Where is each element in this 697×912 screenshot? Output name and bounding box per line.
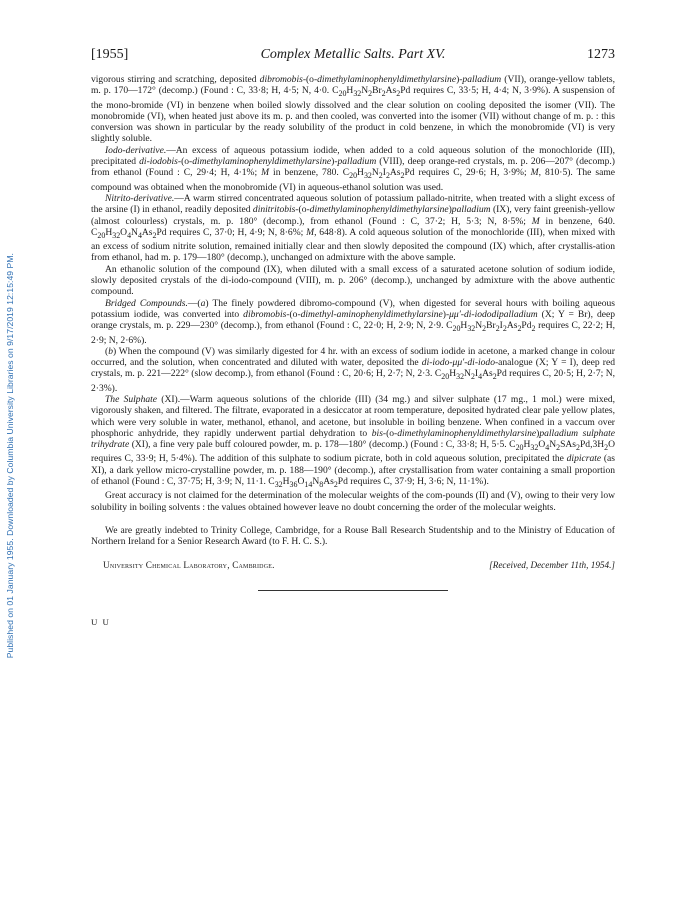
end-rule	[258, 590, 448, 591]
download-notice-text: Published on 01 January 1955. Downloaded by Columbia University Libraries on 9/17/2019 12:15:49 PM.	[5, 253, 15, 659]
paragraph: Great accuracy is not claimed for the determination of the molecular weights of the com-pounds (II) and (V), owing to their very low solubility in boiling solvents : the values obtained however leave no doubt concerning the order of the molecular weights.	[91, 490, 615, 513]
signature-mark: U U	[91, 616, 111, 627]
download-notice	[2, 0, 18, 912]
paragraph: An ethanolic solution of the compound (IX), when diluted with a small excess of a saturated acetone solution of sodium iodide, slowly deposited crystals of the di-iodo-compound (VIII), m. p. 206° (decomp.), unchanged by admixture with the above authentic compound.	[91, 263, 615, 298]
header-title: Complex Metallic Salts. Part XV.	[260, 47, 446, 62]
paragraph: vigorous stirring and scratching, deposited dibromobis-(o-dimethylaminophenyldimethylarsine)-palladium (VII), orange-yellow tablets, m. p. 170—172° (decomp.) (Found : C, 33·8; H, 4·5; N, 4·0. $C_{20}H_{32}N_2Br_2As_2Pd$ requires C, 33·5; H, 4·4; N, 3·9%). A suspension of the mono-bromide (VI) in benzene when boiled slowly dissolved and the clear solution on cooling deposited the isomer (VII). The monobromide (VI), when heated just above its m. p. and then cooled, was converted into the isomer (VII) without change of m. p. : this conversion was shown in particular by the ready solubility of the product in cold benzene, in which the monobromide (VI) is very slightly soluble.	[91, 74, 616, 145]
paragraph: Iodo-derivative.—An excess of aqueous potassium iodide, when added to a cold aqueous solution of the monochloride (III), precipitated di-iodobis-(o-dimethylaminophenyldimethylarsine)-palladium (VIII), deep orange-red crystals, m. p. 206—207° (decomp.) from ethanol (Found : C, 29·4; H, 4·1%; M in benzene, 780. $C_{20}H_{32}N_2I_2As_2Pd$ requires C, 29·6; H, 3·9%; M, 810·5). The same compound was obtained when the monobromide (VI) in aqueous-ethanol solution was used.	[91, 144, 615, 193]
paragraph: The Sulphate (XI).—Warm aqueous solutions of the chloride (III) (34 mg.) and silver sulphate (17 mg., 1 mol.) were mixed, vigorously shaken, and filtered. The filtrate, evaporated in a desiccator at room temperature, deposited hydrated clear pale yellow plates, which were very soluble in water, methanol, ethanol, and acetone, but insoluble in boiling benzene. When confined in a vaccum over phosphoric anhydride, they rapidly underwent partial dehydration to bis-(o-dimethylaminophenyldimethylarsine)palladium sulphate trihydrate (XI), a fine very pale buff coloured powder, m. p. 178—180° (decomp.) (Found : C, 33·8; H, 5·5. $C_{20}H_{32}O_4N_2SAs_2Pd,3H_2O$ requires C, 33·9; H, 5·4%). The addition of this sulphate to sodium picrate, both in cold aqueous solution, precipitated the dipicrate (as XI), a dark yellow micro-crystalline powder, m. p. 188—190° (decomp.), after crystallisation from water containing a small proportion of ethanol (Found : C, 37·75; H, 3·9; N, 11·1. $C_{32}H_{36}O_{14}N_8As_2Pd$ requires C, 37·9; H, 3·6; N, 11·1%).	[91, 393, 615, 489]
laboratory-address: University Chemical Laboratory, Cambridge.	[103, 559, 275, 570]
paragraph: (b) When the compound (V) was similarly digested for 4 hr. with an excess of sodium iodide in acetone, a marked change in colour occurred, and the solution, when concentrated and diluted with water, deposited the di-iodo-μμ′-di-iodo-analogue (X; Y = I), deep red crystals, m. p. 221—222° (slow decomp.), from ethanol (Found : C, 20·6; H, 2·7; N, 2·3. $C_{20}H_{32}N_2I_4As_2Pd$ requires C, 20·5; H, 2·7; N, 2·3%).	[91, 345, 615, 394]
page-number: 1273	[587, 47, 615, 62]
received-date: [Received, December 11th, 1954.]	[489, 559, 615, 570]
paragraph: We are greatly indebted to Trinity College, Cambridge, for a Rouse Ball Research Studentship and to the Ministry of Education of Northern Ireland for a Senior Research Award (to F. H. C. S.).	[91, 524, 615, 548]
article-footer	[91, 560, 615, 574]
running-header	[91, 47, 615, 65]
paragraph: Bridged Compounds.—(a) The finely powdered dibromo-compound (V), when digested for several hours with boiling aqueous potassium iodide, was converted into dibromobis-(o-dimethyl-aminophenyldimethylarsine)-μμ′-di-iododipalladium (X; Y = Br), deep orange crystals, m. p. 229—230° (decomp.), from ethanol (Found : C, 22·0; H, 2·9; N, 2·9. $C_{20}H_{32}N_2Br_2I_2As_2Pd_2$ requires C, 22·2; H, 2·9; N, 2·6%).	[91, 297, 616, 346]
article-body	[91, 74, 615, 548]
journal-page	[91, 47, 615, 627]
paragraph: Nitrito-derivative.—A warm stirred concentrated aqueous solution of potassium pallado-nitrite, when treated with a slight excess of the arsine (I) in ethanol, readily deposited dinitritobis-(o-dimethylaminophenyldimethylarsine)palladium (IX), very faint greenish-yellow (almost colourless) crystals, m. p. 180° (decomp.), from ethanol (Found : C, 37·2; H, 5·3; N, 8·5%; M in benzene, 640. $C_{20}H_{32}O_4N_4As_2Pd$ requires C, 37·0; H, 4·9; N, 8·6%; M, 648·8). A cold aqueous solution of the monochloride (III), when mixed with an excess of sodium nitrite solution, remained initially clear and then slowly deposited the compound (IX) which, after crystallis-ation from ethanol, had m. p. 179—180° (decomp.), unchanged on admixture with the above sample.	[91, 192, 616, 264]
header-year: [1955]	[91, 47, 129, 62]
